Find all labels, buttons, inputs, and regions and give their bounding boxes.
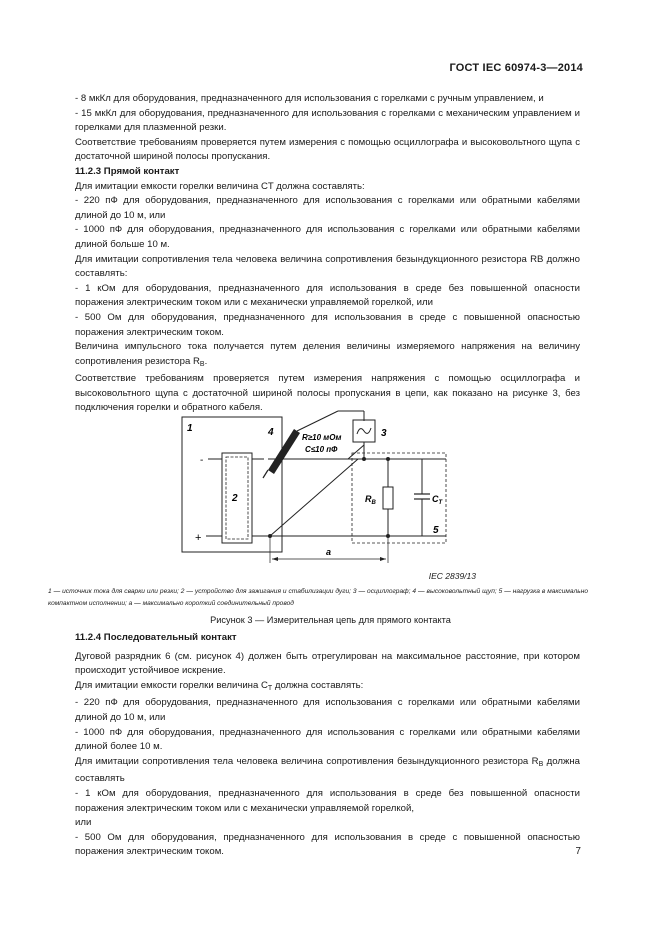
probe-capacitance-label: C≤10 пФ xyxy=(305,445,338,454)
figure-code: IEC 2839/13 xyxy=(428,571,476,581)
label-2: 2 xyxy=(232,493,238,504)
figure-legend: 1 — источник тока для сварки или резки; 2 — устройство для зажигания и стабилизации дуги; 3 — осциллограф; 4 — высоковольтный щуп; 5 — нагрузка в максимально компактном исполнении; a — максимально короткий соединительный провод xyxy=(48,588,588,607)
paragraph: Дуговой разрядник 6 (см. рисунок 4) должен быть отрегулирован на максимальное расстояние, при котором происходит устойчивое искрение. xyxy=(75,650,580,677)
paragraph: Для имитации емкости горелки величина $C_T$ должна составлять: xyxy=(75,679,364,692)
minus-sign: - xyxy=(200,455,204,466)
arrow-head xyxy=(380,557,386,561)
document-header: ГОСТ IEC 60974-3—2014 xyxy=(449,62,583,74)
node xyxy=(268,534,272,538)
node xyxy=(362,457,366,461)
figure-caption: Рисунок 3 — Измерительная цепь для прямого контакта xyxy=(210,615,451,625)
label-1: 1 xyxy=(187,423,193,434)
paragraph: Для имитации сопротивления тела человека величина сопротивления безындукционного резистора $R_B$ должна составлять xyxy=(75,755,580,785)
text-block-2 xyxy=(75,631,580,860)
paragraph: - 500 Ом для оборудования, предназначенного для использования в среде с повышенной опасностью поражения электрическим током. xyxy=(75,311,580,338)
paragraph: Для имитации сопротивления тела человека величина сопротивления безындукционного резистора RB должно составлять: xyxy=(75,253,580,280)
diagonal-wire xyxy=(270,459,358,536)
paragraph: Соответствие требованиям проверяется путем измерения напряжения с помощью осциллографа и высоковольтного щупа с достаточной шириной полосы пропускания в цепи, как показано на рисунке 3, без подключения горелки и обратного кабеля. xyxy=(75,373,580,414)
probe-tip xyxy=(263,470,268,478)
paragraph: - 1 кОм для оборудования, предназначенного для использования в среде без повышенной опасности поражения электрическим током или с механически управляемой горелкой, xyxy=(75,787,580,814)
ct-label: $C_T$ xyxy=(432,494,443,506)
label-3: 3 xyxy=(381,428,387,439)
paragraph: Соответствие требованиям проверяется путем измерения с помощью осциллографа и высоковольтного щупа с достаточной шириной полосы пропускания. xyxy=(75,136,580,163)
paragraph: Величина импульсного тока получается путем деления величины измеряемого напряжения на величину сопротивления резистора $R_B$. xyxy=(75,341,580,368)
page-number: 7 xyxy=(575,846,581,857)
probe-wire xyxy=(348,445,364,459)
label-4: 4 xyxy=(268,427,274,438)
arrow-head xyxy=(272,557,278,561)
paragraph: - 1 кОм для оборудования, предназначенного для использования в среде без повышенной опасности поражения электрическим током или с механически управляемой горелкой, или xyxy=(75,282,580,309)
paragraph: - 500 Ом для оборудования, предназначенного для использования в среде с повышенной опасностью поражения электрическим током. xyxy=(75,831,580,858)
paragraph: - 1000 пФ для оборудования, предназначенного для использования с горелками или обратными кабелями длиной больше 10 м. xyxy=(75,224,580,250)
section-heading: 11.2.3 Прямой контакт xyxy=(75,165,180,177)
probe-resistance-label: R≥10 мОм xyxy=(302,433,342,442)
paragraph: - 8 мкКл для оборудования, предназначенного для использования с горелками с ручным управлением, и xyxy=(75,93,544,104)
text-block-1 xyxy=(75,92,580,416)
rb-label: $R_B$ xyxy=(365,494,376,506)
circuit-diagram xyxy=(178,405,478,575)
resistor-rb xyxy=(383,487,393,509)
label-a: a xyxy=(326,547,332,557)
paragraph: - 220 пФ для оборудования, предназначенного для использования с горелками или обратными кабелями длиной до 10 м, или xyxy=(75,195,580,221)
probe-cable xyxy=(297,411,338,431)
paragraph: - 1000 пФ для оборудования, предназначенного для использования с горелками или обратными кабелями длиной более 10 м. xyxy=(75,726,580,753)
paragraph: - 15 мкКл для оборудования, предназначенного для использования с горелками с механическим управлением и горелками для плазменной резки. xyxy=(75,107,580,134)
label-5: 5 xyxy=(433,525,439,536)
paragraph: Для имитации емкости горелки величина CT должна составлять: xyxy=(75,180,365,192)
paragraph: или xyxy=(75,817,92,829)
section-heading: 11.2.4 Последовательный контакт xyxy=(75,632,237,643)
sine-wave-icon xyxy=(357,428,371,434)
paragraph: - 220 пФ для оборудования, предназначенного для использования с горелками или обратными кабелями длиной до 10 м, или xyxy=(75,697,580,723)
plus-sign: + xyxy=(195,532,202,544)
